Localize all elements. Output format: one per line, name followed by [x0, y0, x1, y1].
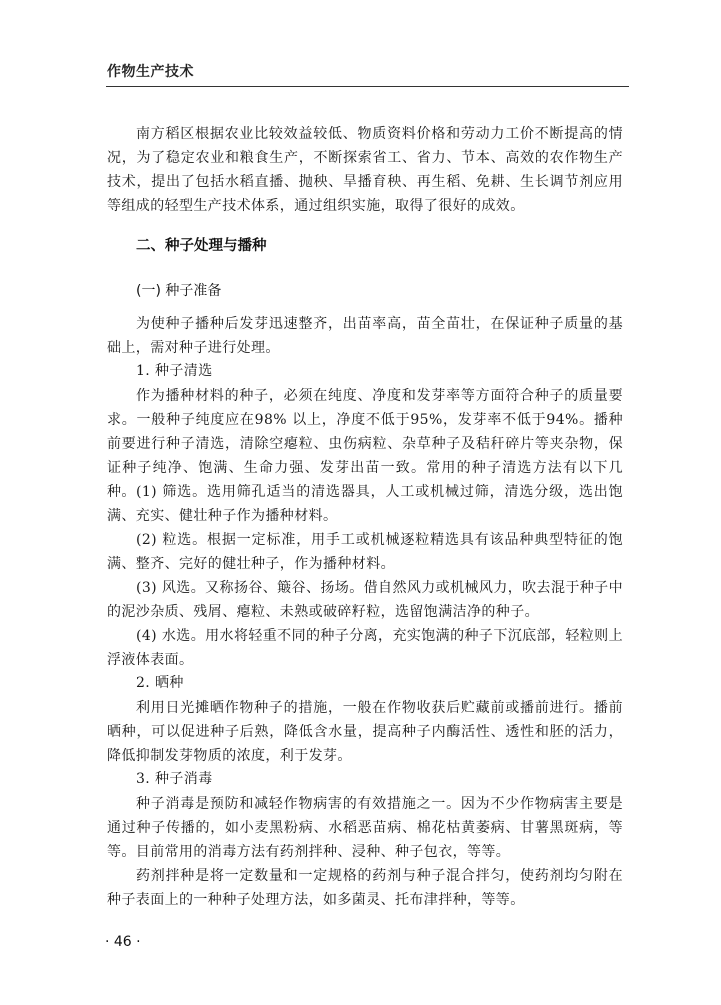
paragraph-sun-drying: 利用日光摊晒作物种子的措施，一般在作物收获后贮藏前或播前进行。播前晒种，可以促进种子后熟，降低含水量，提高种子内酶活性、透性和胚的活力，降低抑制发芽物质的浓度，利于发芽。 [107, 700, 623, 764]
running-header: 作物生产技术 [107, 64, 194, 80]
page-number: · 46 · [105, 934, 141, 950]
paragraph-disinfection: 种子消毒是预防和减轻作物病害的有效措施之一。因为不少作物病害主要是通过种子传播的，如小麦黑粉病、水稻恶苗病、棉花枯黄萎病、甘薯黑斑病，等等。目前常用的消毒方法有药剂拌种、浸种、种子包衣，等等。 [107, 796, 623, 860]
paragraph-water: (4) 水选。用水将轻重不同的种子分离，充实饱满的种子下沉底部，轻粒则上浮液体表面。 [107, 628, 623, 668]
paragraph-seed-prepare: 为使种子播种后发芽迅速整齐，出苗率高，苗全苗壮，在保证种子质量的基础上，需对种子进行处理。 [107, 316, 623, 356]
subsection-heading: (一) 种子准备 [136, 283, 222, 299]
paragraph-grain: (2) 粒选。根据一定标准，用手工或机械逐粒精选具有该品种典型特征的饱满、整齐、完好的健壮种子，作为播种材料。 [107, 532, 623, 572]
paragraph-sieve: (1) 筛选。选用筛孔适当的清选器具，人工或机械过筛，清选分级，选出饱满、充实、健壮种子作为播种材料。 [107, 484, 623, 524]
paragraph-seed-dressing: 药剂拌种是将一定数量和一定规格的药剂与种子混合拌匀，使药剂均匀附在种子表面上的一种种子处理方法，如多菌灵、托布津拌种，等等。 [107, 868, 623, 908]
item-sun-drying-title: 2. 晒种 [136, 675, 184, 691]
item-seed-selection-title: 1. 种子清选 [136, 363, 213, 379]
item-disinfection-title: 3. 种子消毒 [136, 771, 213, 787]
paragraph-wind: (3) 风选。又称扬谷、簸谷、扬场。借自然风力或机械风力，吹去混于种子中的泥沙杂质、残屑、瘪粒、未熟或破碎籽粒，选留饱满洁净的种子。 [107, 580, 623, 620]
paragraph-seed-selection: 作为播种材料的种子，必须在纯度、净度和发芽率等方面符合种子的质量要求。一般种子纯度应在98% 以上，净度不低于95%，发芽率不低于94%。播种前要进行种子清选，清除空瘪粒、虫伤病粒、杂草种子及秸秆碎片等夹杂物，保证种子纯净、饱满、生命力强、发芽出苗一致。常用的种子清选方法有以下几种。 [107, 388, 623, 500]
header-divider [106, 86, 629, 87]
intro-paragraph: 南方稻区根据农业比较效益较低、物质资料价格和劳动力工价不断提高的情况，为了稳定农业和粮食生产，不断探索省工、省力、节本、高效的农作物生产技术，提出了包括水稻直播、抛秧、旱播育秧、再生稻、免耕、生长调节剂应用等组成的轻型生产技术体系，通过组织实施，取得了很好的成效。 [107, 126, 623, 214]
section-heading: 二、种子处理与播种 [136, 238, 267, 254]
